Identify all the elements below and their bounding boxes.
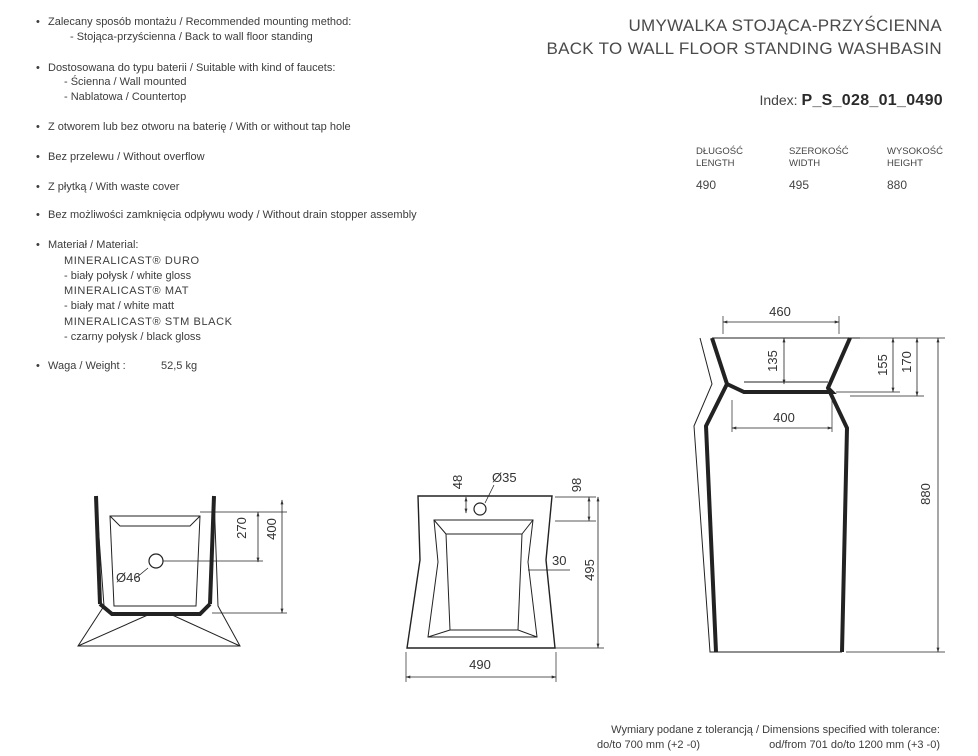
dim-400-left-label: 400 [264,518,279,540]
dim-46-label: Ø46 [116,570,141,585]
dim-170-label: 170 [899,351,914,373]
front-view-drawing [406,485,604,682]
index-value: P_S_028_01_0490 [801,92,943,109]
spec-weight-value: 52,5 kg [161,360,198,372]
title-en: BACK TO WALL FLOOR STANDING WASHBASIN [546,39,942,58]
dim-35-label: Ø35 [492,470,517,485]
dim-135-label: 135 [765,350,780,372]
dim-48-label: 48 [450,474,465,490]
dim-400-inner-label: 400 [773,410,795,425]
spec-mounting-value: - Stojąca-przyścienna / Back to wall floor standing [70,31,313,43]
dim-460-label: 460 [769,304,791,319]
index-label: Index: [759,92,798,108]
top-view-drawing [78,496,287,646]
dim-880-label: 880 [918,483,933,505]
title-pl: UMYWALKA STOJĄCA-PRZYŚCIENNA [628,16,942,35]
dim-270-label: 270 [234,517,249,539]
height-header: WYSOKOŚĆ HEIGHT [887,146,943,169]
material-3-finish: - czarny połysk / black gloss [64,331,201,343]
dim-495-label: 495 [582,559,597,581]
tolerance-range-1: do/to 700 mm (+2 -0) [597,739,701,751]
dim-98-label: 98 [569,477,584,493]
material-3-name: MINERALICAST® STM BLACK [64,316,233,328]
spec-faucet-2: - Nablatowa / Countertop [64,91,187,103]
spec-faucet-1: - Ścienna / Wall mounted [64,76,187,88]
length-value: 490 [696,178,717,192]
dim-490-label: 490 [469,657,491,672]
material-1-finish: - biały połysk / white gloss [64,270,192,282]
width-header: SZEROKOŚĆ WIDTH [789,146,849,169]
length-header: DŁUGOŚĆ LENGTH [696,146,743,169]
width-value: 495 [789,178,810,192]
tolerance-range-2: od/from 701 do/to 1200 mm (+3 -0) [769,739,940,751]
material-2-finish: - biały mat / white matt [64,300,175,312]
tolerance-note: Wymiary podane z tolerancją / Dimensions specified with tolerance: [611,724,940,736]
dim-30-label: 30 [552,553,567,568]
dim-155-label: 155 [875,354,890,376]
material-2-name: MINERALICAST® MAT [64,285,190,297]
height-value: 880 [887,178,908,192]
material-1-name: MINERALICAST® DURO [64,255,200,267]
